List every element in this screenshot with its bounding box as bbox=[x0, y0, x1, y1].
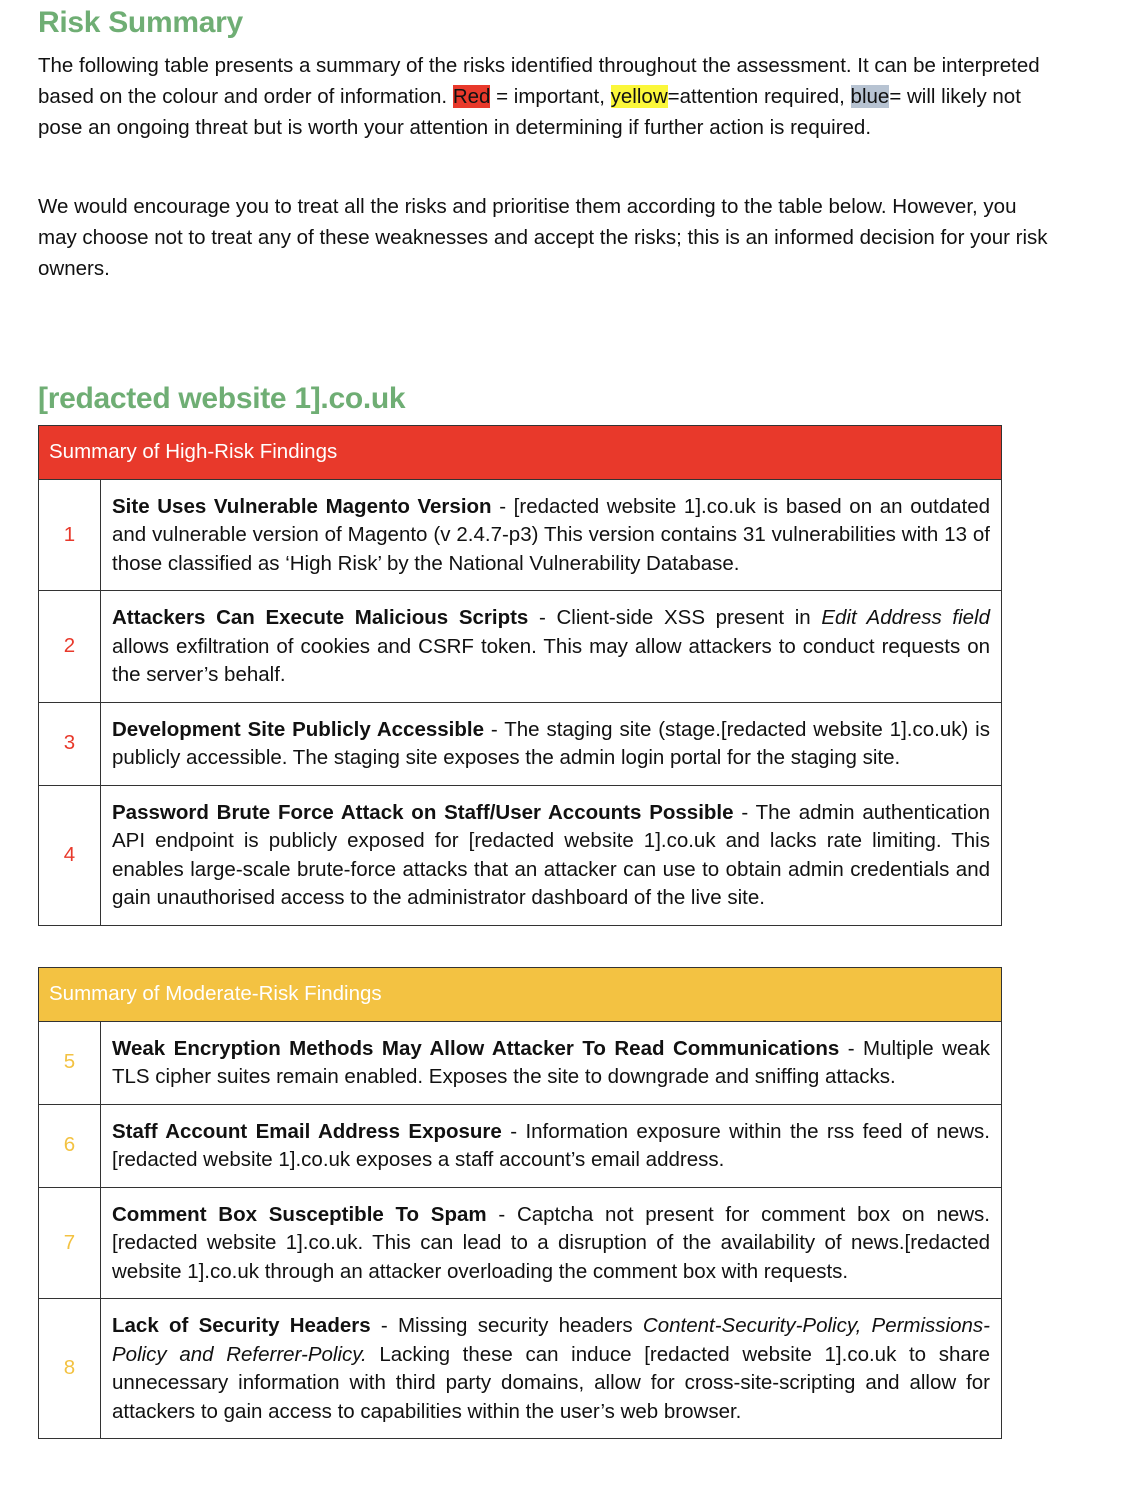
finding-body: Lacking these can induce [redacted website 1].co.uk to share unnecessary information with third party domains, allow for cross-site-scripting and allow for attackers to gain access to capabilities within the user’s web browser. bbox=[112, 1342, 990, 1423]
finding-number: 6 bbox=[39, 1104, 101, 1187]
table-row bbox=[39, 479, 1002, 591]
finding-description bbox=[101, 702, 1002, 785]
table-row bbox=[39, 1299, 1002, 1439]
table-row bbox=[39, 785, 1002, 925]
finding-body: - Captcha not present for comment box on news.[redacted website 1].co.uk. This can lead to a disruption of the availability of news.[redacted website 1].co.uk through an attacker overloading the comment box with requests. bbox=[112, 1202, 990, 1283]
finding-body: - Missing security headers bbox=[370, 1314, 643, 1337]
yellow-highlight: yellow bbox=[610, 85, 668, 108]
intro-paragraph bbox=[38, 50, 1058, 143]
finding-description bbox=[101, 1104, 1002, 1187]
finding-description bbox=[101, 1299, 1002, 1439]
moderate-risk-header: Summary of Moderate-Risk Findings bbox=[39, 968, 1002, 1022]
intro-text: = will likely not pose an ongoing threat but is worth your attention in determining if further action is required. bbox=[38, 85, 1021, 139]
table-row bbox=[39, 591, 1002, 703]
finding-title: Comment Box Susceptible To Spam bbox=[112, 1202, 487, 1226]
table-row bbox=[39, 1187, 1002, 1299]
treatment-paragraph: We would encourage you to treat all the risks and prioritise them according to the table below. However, you may choose not to treat any of these weaknesses and accept the risks; this is an informed decision for your risk owners. bbox=[38, 195, 1048, 280]
high-risk-table bbox=[38, 425, 1002, 926]
high-risk-header: Summary of High-Risk Findings bbox=[39, 426, 1002, 480]
intro-text: =attention required, bbox=[667, 85, 851, 108]
table-row bbox=[39, 702, 1002, 785]
finding-description bbox=[101, 479, 1002, 591]
finding-number: 7 bbox=[39, 1187, 101, 1299]
finding-description bbox=[101, 591, 1002, 703]
table-row bbox=[39, 1021, 1002, 1104]
finding-number: 8 bbox=[39, 1299, 101, 1439]
finding-number: 1 bbox=[39, 479, 101, 591]
finding-title: Attackers Can Execute Malicious Scripts bbox=[112, 606, 529, 629]
intro-text: = important, bbox=[490, 85, 611, 108]
finding-number: 2 bbox=[39, 591, 101, 703]
finding-italic: Edit Address field bbox=[821, 606, 990, 629]
finding-body: - The staging site (stage.[redacted website 1].co.uk) is publicly accessible. The staging site exposes the admin login portal for the staging site. bbox=[112, 717, 990, 769]
finding-body: - Client-side XSS present in bbox=[528, 606, 822, 629]
finding-body: - [redacted website 1].co.uk is based on an outdated and vulnerable version of Magento (v 2.4.7-p3) This version contains 31 vulnerabilities with 13 of those classified as ‘High Risk’ by the National Vulnerability Database. bbox=[112, 494, 990, 575]
moderate-risk-table bbox=[38, 967, 1002, 1439]
finding-description bbox=[101, 785, 1002, 925]
finding-body: allows exfiltration of cookies and CSRF token. This may allow attackers to conduct requests on the server’s behalf. bbox=[112, 634, 990, 686]
finding-title: Weak Encryption Methods May Allow Attacker To Read Communications bbox=[112, 1036, 840, 1060]
finding-description bbox=[101, 1187, 1002, 1299]
finding-number: 5 bbox=[39, 1021, 101, 1104]
finding-title: Development Site Publicly Accessible bbox=[112, 717, 484, 741]
finding-italic: Content-Security-Policy, Permissions-Policy and Referrer-Policy. bbox=[112, 1314, 990, 1366]
finding-body: - Information exposure within the rss feed of news.[redacted website 1].co.uk exposes a staff account’s email address. bbox=[112, 1119, 990, 1171]
finding-title: Lack of Security Headers bbox=[112, 1314, 371, 1337]
finding-title: Staff Account Email Address Exposure bbox=[112, 1119, 502, 1143]
finding-title: Password Brute Force Attack on Staff/User Accounts Possible bbox=[112, 800, 734, 824]
finding-body: - The admin authentication API endpoint is publicly exposed for [redacted website 1].co.uk and lacks rate limiting. This enables large-scale brute-force attacks that an attacker can use to obtain admin credentials and gain unauthorised access to the administrator dashboard of the live site. bbox=[112, 800, 990, 909]
blue-highlight: blue bbox=[850, 85, 890, 108]
table-row bbox=[39, 1104, 1002, 1187]
page-title: Risk Summary bbox=[38, 6, 243, 39]
site-heading: [redacted website 1].co.uk bbox=[38, 382, 406, 415]
finding-title: Site Uses Vulnerable Magento Version bbox=[112, 494, 492, 518]
finding-number: 3 bbox=[39, 702, 101, 785]
finding-description bbox=[101, 1021, 1002, 1104]
intro-text: The following table presents a summary of the risks identified throughout the assessment. It can be interpreted based on the colour and order of information. bbox=[38, 54, 1040, 108]
finding-number: 4 bbox=[39, 785, 101, 925]
finding-body: - Multiple weak TLS cipher suites remain enabled. Exposes the site to downgrade and sniffing attacks. bbox=[112, 1036, 990, 1088]
red-highlight: Red bbox=[452, 85, 491, 108]
